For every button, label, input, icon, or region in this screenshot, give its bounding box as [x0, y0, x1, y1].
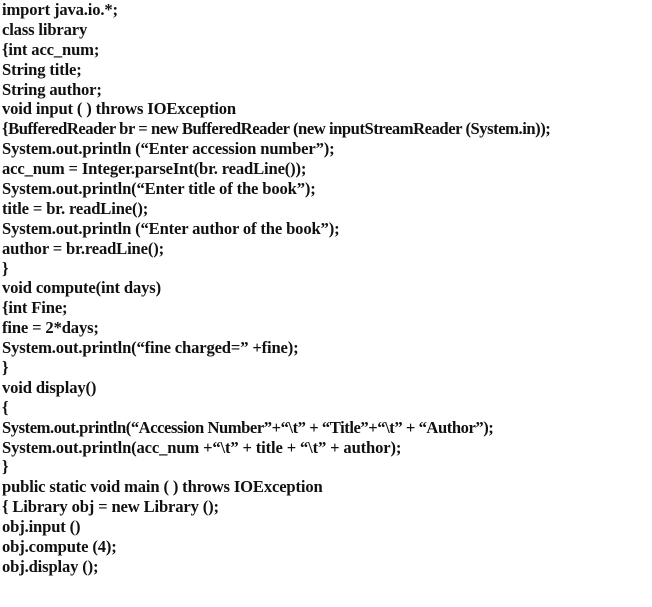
code-line: acc_num = Integer.parseInt(br. readLine()); — [2, 159, 307, 179]
code-line: { Library obj = new Library (); — [2, 497, 219, 517]
code-line: class library — [2, 19, 88, 39]
code-line: obj.compute (4); — [2, 537, 117, 557]
code-line: { — [2, 397, 9, 417]
code-line: author = br.readLine(); — [2, 238, 164, 258]
code-line: System.out.println(“Accession Number”+“\t” + “Title”+“\t” + “Author”); — [2, 417, 494, 437]
code-line: String title; — [2, 59, 82, 79]
code-line: } — [2, 457, 9, 477]
code-line: void display() — [2, 377, 97, 397]
code-line: obj.display (); — [2, 556, 99, 576]
code-listing — [2, 0, 650, 577]
code-line: title = br. readLine(); — [2, 198, 149, 218]
code-line: obj.input () — [2, 517, 81, 537]
code-line: System.out.println(acc_num +“\t” + title + “\t” + author); — [2, 437, 402, 457]
code-line: void compute(int days) — [2, 278, 161, 298]
code-line: } — [2, 258, 9, 278]
code-line: System.out.println (“Enter accession number”); — [2, 139, 335, 159]
code-line: } — [2, 358, 9, 378]
code-line: {int acc_num; — [2, 39, 100, 59]
code-line: import java.io.*; — [2, 0, 118, 19]
code-line: System.out.println(“fine charged=” +fine); — [2, 338, 299, 358]
code-line: System.out.println (“Enter author of the book”); — [2, 218, 340, 238]
code-line: void input ( ) throws IOException — [2, 99, 237, 119]
code-line: System.out.println(“Enter title of the book”); — [2, 179, 316, 199]
code-line: public static void main ( ) throws IOException — [2, 477, 323, 497]
code-line: {BufferedReader br = new BufferedReader (new inputStreamReader (System.in)); — [2, 119, 551, 139]
code-line: String author; — [2, 79, 102, 99]
code-line: fine = 2*days; — [2, 318, 99, 338]
code-line: {int Fine; — [2, 298, 68, 318]
